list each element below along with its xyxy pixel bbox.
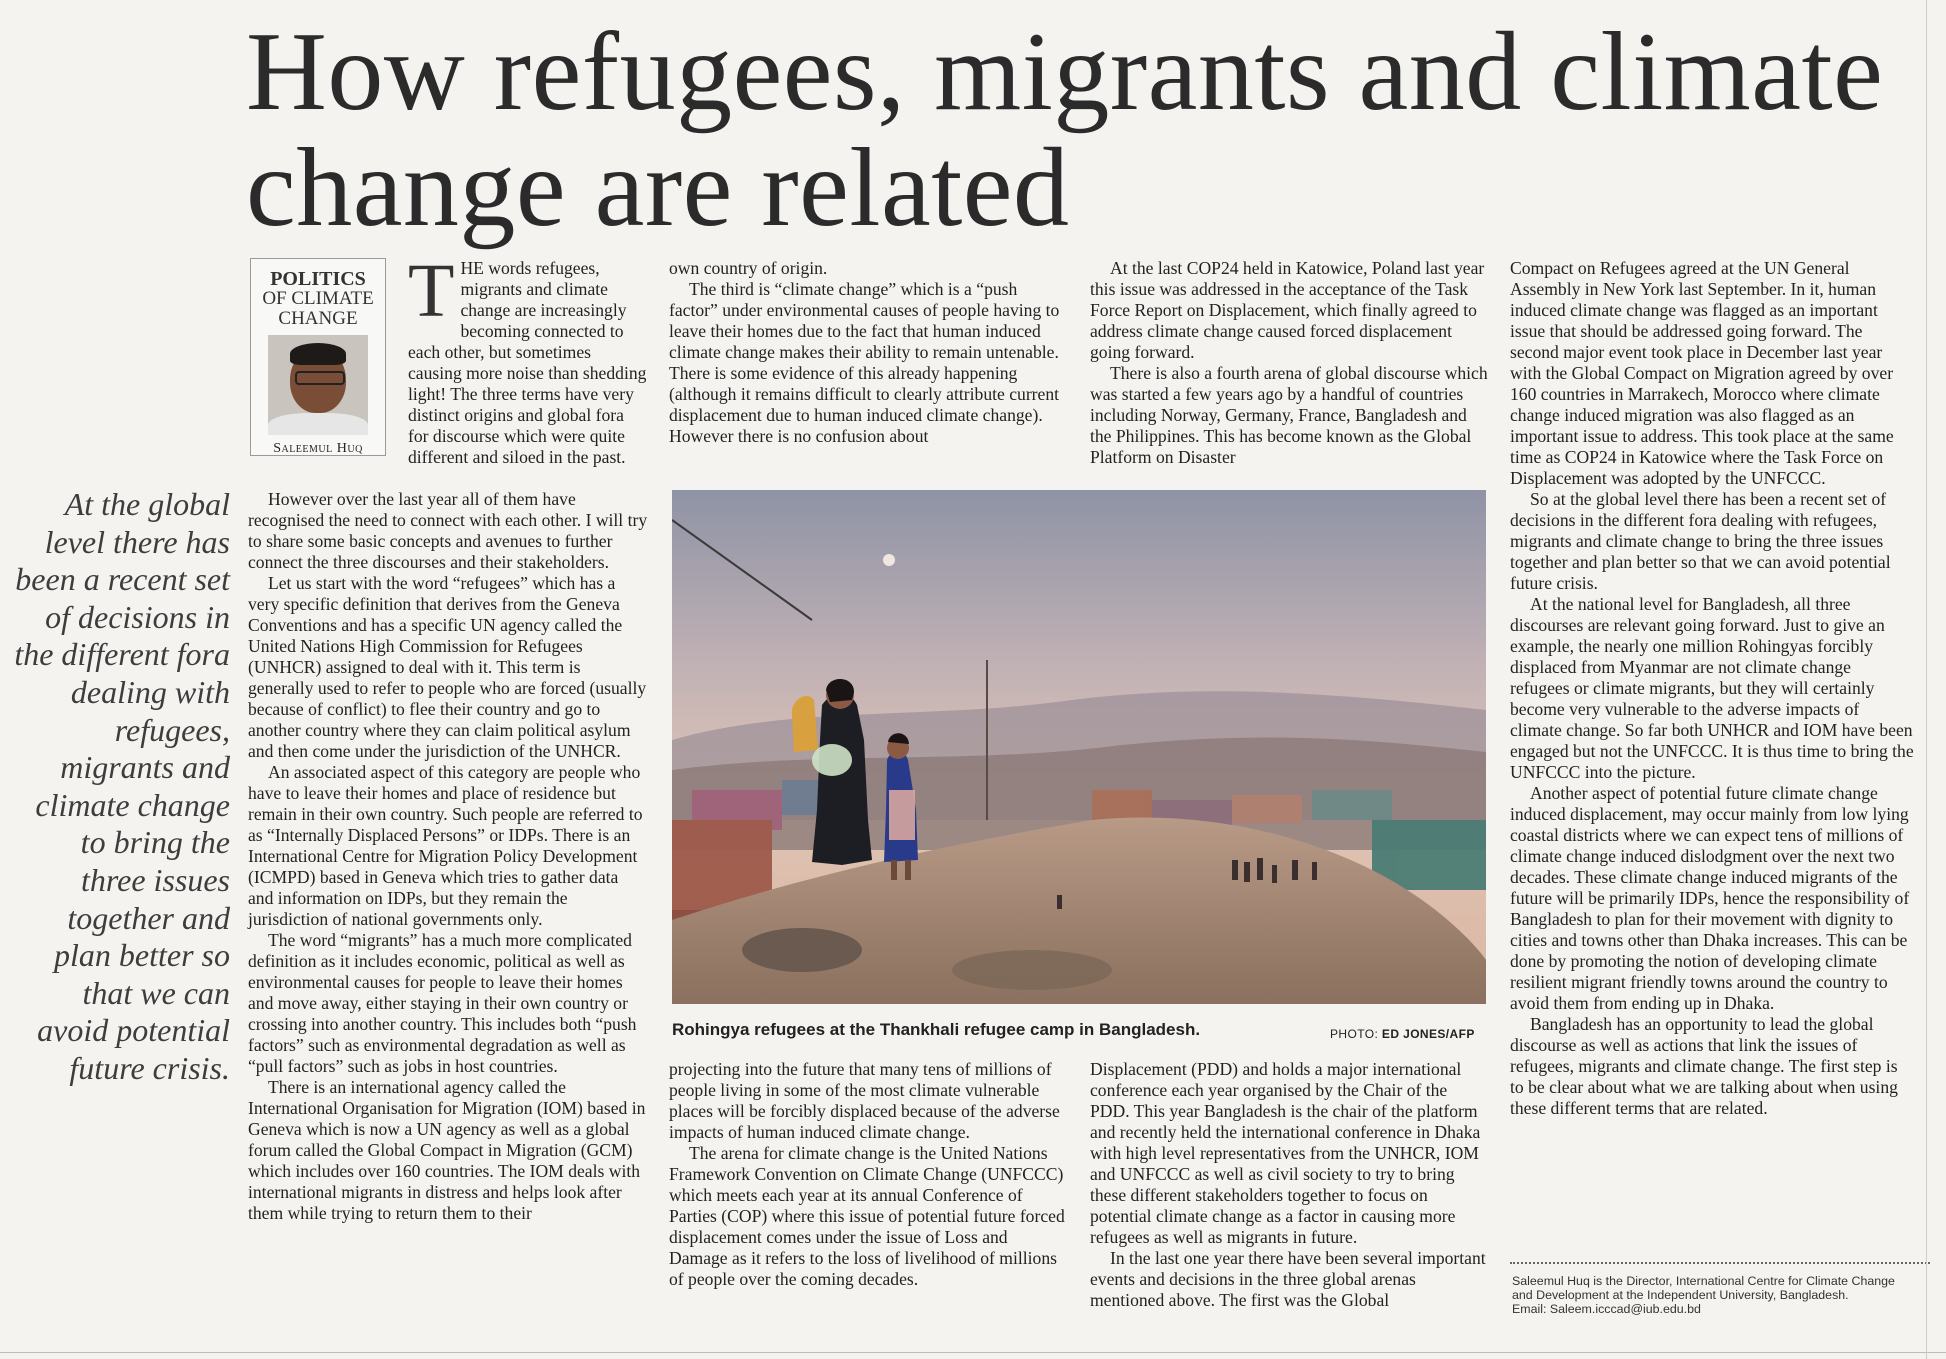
refugee-camp-illustration [672, 490, 1486, 1004]
page-bottom-rule [0, 1352, 1946, 1353]
intro-text: HE words refugees, migrants and climate change are increasingly becoming connected to each other, but sometimes causing more noise than shedding light! The three terms have very distinct origins and global fora for discourse which were quite different and siloed in the past. [408, 258, 647, 467]
author-name: Saleemul Huq [273, 441, 363, 456]
author-email: Email: Saleem.icccad@iub.edu.bd [1512, 1302, 1701, 1317]
paragraph: own country of origin. [669, 258, 828, 278]
column-3-bottom [1090, 1059, 1490, 1311]
column-kicker-of-climate: OF CLIMATE [262, 288, 374, 309]
paragraph: In the last one year there have been several important events and decisions in the three global arenas mentioned above. The first was the Global [1090, 1248, 1486, 1310]
author-bio-text: Saleemul Huq is the Director, International Centre for Climate Change and Development at the Independent University, Bangladesh. [1512, 1274, 1895, 1303]
byline-box [250, 258, 386, 456]
paragraph: projecting into the future that many tens of millions of people living in some of the most climate vulnerable places will be forcibly displaced because of the adverse impacts of human induced climate change. [669, 1059, 1060, 1142]
page-right-rule [1926, 0, 1927, 1359]
paragraph: Displacement (PDD) and holds a major international conference each year organised by the Chair of the PDD. This year Bangladesh is the chair of the platform and recently held the international conference in Dhaka with high level representatives from the UNHCR, IOM and UNFCCC as well as civil society to try to bring these different stakeholders together to focus on potential climate change as a factor in causing more refugees as well as migrants in future. [1090, 1059, 1481, 1247]
column-kicker-change: CHANGE [278, 308, 358, 329]
column-4 [1510, 258, 1914, 1119]
column-kicker-politics: POLITICS [270, 268, 366, 290]
paragraph: However over the last year all of them have recognised the need to connect with each other. I will try to share some basic concepts and avenues to further connect the three discourses and their stakeholders. [248, 489, 648, 572]
column-2-top [669, 258, 1069, 447]
refugee-camp-photo [672, 490, 1486, 1004]
paragraph: The word “migrants” has a much more complicated definition as it includes economic, political as well as environmental causes for people to leave their homes and move away, either staying in their own country or crossing into another country. This includes both “push factors” such as environmental degradation as well as “pull factors” such as jobs in host countries. [248, 930, 637, 1076]
paragraph: Another aspect of potential future climate change induced displacement, may occur mainly from low lying coastal districts where we can expect tens of millions of climate change induced dislodgment over the next two decades. These climate change induced migrants of the future will be primarily IDPs, hence the responsibility of Bangladesh to plan for their movement with dignity to cities and towns other than Dhaka increases. This can be done by promoting the notion of developing climate resilient migrant friendly towns around the country to avoid them from ending up in Dhaka. [1510, 783, 1910, 1013]
intro-paragraph [408, 249, 648, 468]
author-photo [268, 335, 368, 435]
paragraph: So at the global level there has been a recent set of decisions in the different fora dealing with refugees, migrants and climate change to bring the three issues together and plan better so that we can avoid potential future crisis. [1510, 489, 1891, 593]
column-3-top [1090, 258, 1490, 468]
paragraph: There is an international agency called the International Organisation for Migration (IOM) based in Geneva which is now a UN agency as well as a global forum called the Global Compact in Migration (GCM) which includes over 160 countries. The IOM deals with international migrants in distress and helps look after them while trying to return them to their [248, 1077, 646, 1223]
bio-divider [1510, 1262, 1930, 1264]
photo-credit [1330, 1027, 1475, 1041]
photo-caption: Rohingya refugees at the Thankhali refugee camp in Bangladesh. [672, 1020, 1201, 1039]
paragraph: At the national level for Bangladesh, all three discourses are relevant going forward. Just to give an example, the nearly one million Rohingyas forcibly displaced from Myanmar are not climate change refugees or climate migrants, but they will certainly become very vulnerable to the adverse impacts of climate change. So far both UNHCR and IOM have been engaged but not the UNFCCC. It is thus time to bring the UNFCCC into the picture. [1510, 594, 1914, 782]
author-bio [1512, 1274, 1912, 1317]
paragraph: There is also a fourth arena of global discourse which was started a few years ago by a handful of countries including Norway, Germany, France, Bangladesh and the Philippines. This has become known as the Global Platform on Disaster [1090, 363, 1488, 467]
paragraph: Bangladesh has an opportunity to lead the global discourse as well as actions that link the issues of refugees, migrants and climate change. The first step is to be clear about what we are talking about when using these different terms that are related. [1510, 1014, 1898, 1118]
photo-credit-label: PHOTO: [1330, 1027, 1379, 1041]
paragraph: The arena for climate change is the United Nations Framework Convention on Climate Change (UNFCCC) which meets each year at its annual Conference of Parties (COP) where this issue of potential future forced displacement comes under the issue of Loss and Damage as it refers to the loss of livelihood of millions of people over the coming decades. [669, 1143, 1065, 1289]
paragraph: Let us start with the word “refugees” which has a very specific definition that derives from the Geneva Conventions and has a specific UN agency called the United Nations High Commission for Refugees (UNHCR) assigned to deal with it. This term is generally used to refer to people who are forced (usually because of conflict) to flee their country and go to another country where they can claim political asylum and then come under the jurisdiction of the UNHCR. [248, 573, 647, 761]
photo-credit-name: ED JONES/AFP [1381, 1027, 1475, 1041]
column-1 [248, 489, 648, 1224]
paragraph: The third is “climate change” which is a “push factor” under environmental causes of people having to leave their homes due to the fact that human induced climate change makes their ability to remain untenable. There is some evidence of this already happening (although it remains difficult to clearly attribute current displacement due to human induced climate change). However there is no confusion about [669, 279, 1060, 446]
column-1-intro [408, 249, 648, 468]
column-2-bottom [669, 1059, 1069, 1290]
drop-cap: T [408, 249, 455, 333]
headline: How refugees, migrants and climate change are related [246, 10, 1884, 250]
paragraph: Compact on Refugees agreed at the UN General Assembly in New York last September. In it, human induced climate change was flagged as an important issue that should be addressed going forward. The second major event took place in December last year with the Global Compact on Migration agreed by over 160 countries in Marrakech, Morocco where climate change induced migration was also flagged as an important issue to address. This took place at the same time as COP24 in Katowice where the Task Force on Displacement was adopted by the UNFCCC. [1510, 258, 1894, 488]
pull-quote: At the global level there has been a recent set of decisions in the different fora dealing with refugees, migrants and climate change to bring the three issues together and plan better so that we can avoid potential future crisis. [14, 486, 230, 1086]
paragraph: An associated aspect of this category are people who have to leave their homes and place of residence but remain in their own country. Such people are referred to as “Internally Displaced Persons” or IDPs. There is an International Centre for Migration Policy Development (ICMPD) based in Geneva which tries to gather data and information on IDPs, but they remain the jurisdiction of national governments only. [248, 762, 643, 929]
paragraph: At the last COP24 held in Katowice, Poland last year this issue was addressed in the acceptance of the Task Force Report on Displacement, which finally agreed to address climate change caused forced displacement going forward. [1090, 258, 1485, 362]
